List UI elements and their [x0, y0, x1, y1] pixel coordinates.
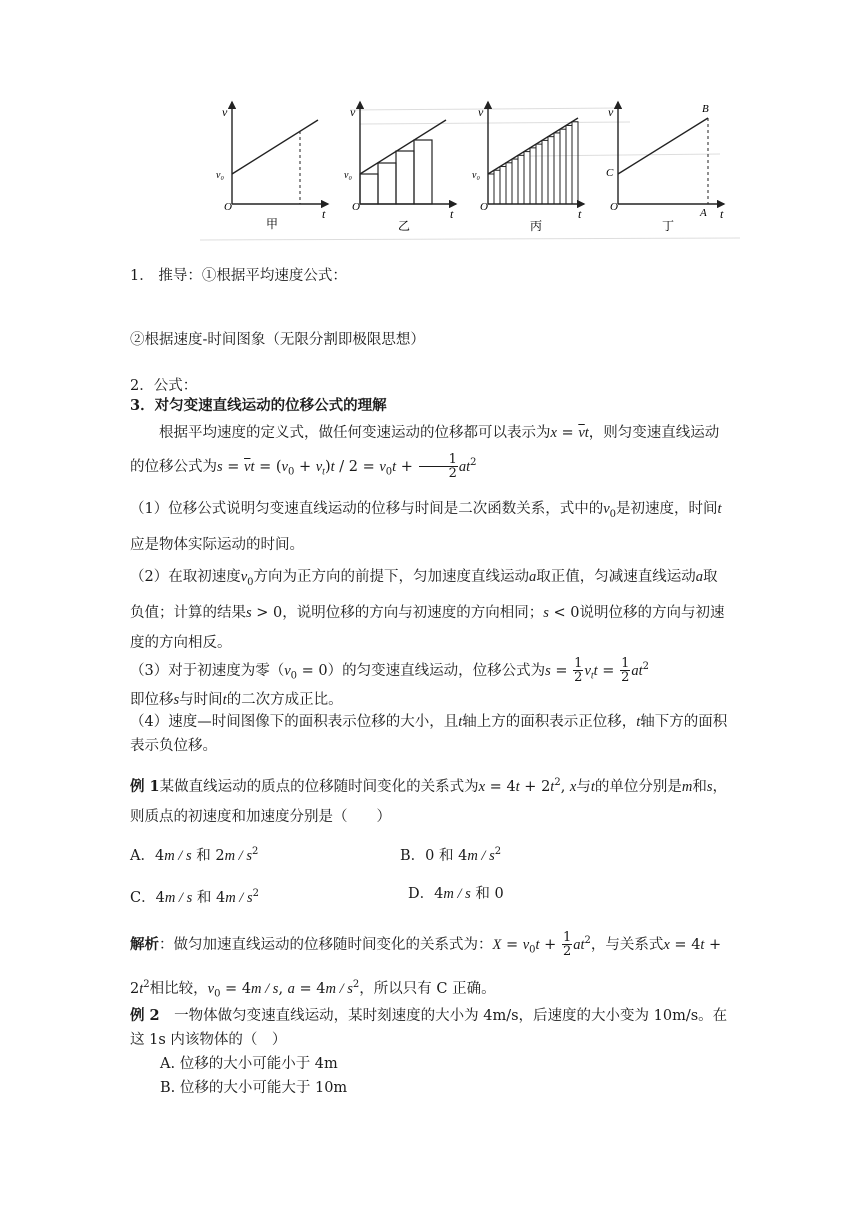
panel-bing-v-label: v [478, 105, 484, 119]
panel-jia-v-label: v [222, 105, 228, 119]
panel-jia-origin: O [224, 201, 232, 213]
section-3-point-3-cont: 即位移s与时间t的二次方成正比。 [130, 692, 343, 708]
section-3-point-1: （1）位移公式说明匀变速直线运动的位移与时间是二次函数关系，式中的$v_0$是初速度，时间t应是物体实际运动的时间。 [130, 501, 722, 553]
panel-bing-origin: O [480, 201, 488, 213]
panel-jia-v0-label: v₀ [216, 170, 224, 181]
analysis-label: 解析 [130, 935, 159, 953]
velocity-time-figure [200, 96, 740, 248]
avg-velocity-formula: x [550, 425, 557, 441]
panel-ding-point-c: C [606, 167, 614, 179]
example-2-text: 一物体做匀变速直线运动，某时刻速度的大小为 4m/s，后速度的大小变为 10m/s。在这 1s 内该物体的（ ） [130, 1008, 728, 1048]
example-2-option-a[interactable]: A. 位移的大小可能小于 4m [160, 1056, 338, 1072]
panel-jia-caption: 甲 [266, 217, 279, 231]
derivation-item-2: 2．公式： [130, 378, 198, 394]
panel-yi-origin: O [352, 201, 360, 213]
vt-graphs-svg [200, 96, 740, 248]
section-3-title: 3．对匀变速直线运动的位移公式的理解 [130, 397, 387, 414]
example-1: 例 1某做直线运动的质点的位移随时间变化的关系式为$x = 4t + 2t^2$, x与t的单位分别是m和s，则质点的初速度和加速度分别是（ ） [130, 777, 728, 825]
derivation-item-1b: ②根据速度-时间图象（无限分割即极限思想） [130, 332, 425, 348]
intro-text-a: 根据平均速度的定义式，做任何变速运动的位移都可以表示为 [159, 425, 551, 441]
panel-ding-v-label: v [608, 105, 614, 119]
panel-ding-origin: O [610, 201, 618, 213]
section-3-point-4: （4）速度—时间图像下的面积表示位移的大小，且t轴上方的面积表示正位移，t轴下方的面积表示负位移。 [130, 714, 728, 754]
panel-ding-caption: 丁 [662, 219, 675, 233]
panel-yi-caption: 乙 [398, 219, 411, 233]
example-1-label: 例 1 [130, 777, 160, 795]
example-1-option-a[interactable]: A．4m / s 和 $2m / s^2$ [130, 846, 259, 864]
derivation-item-1: 1． 推导：①根据平均速度公式： [130, 268, 347, 284]
example-1-option-b[interactable]: B．0 和 $4m / s^2$ [400, 846, 502, 864]
example-1-option-c[interactable]: C．4m / s 和 $4m / s^2$ [130, 888, 259, 906]
intro-text-b: ，则匀变速直线运动的位移公式为 [130, 425, 720, 475]
panel-bing-v0-label: v₀ [472, 170, 480, 181]
panel-yi-t-label: t [450, 207, 454, 221]
section-3-intro: 根据平均速度的定义式，做任何变速运动的位移都可以表示为$x = \overline{v}t$，则匀变速直线运动的位移公式为$s = \overline{v}t = (v_0 + v_t)t / 2 = v_0t$ + $\frac{1}{2}$ $at^2$ [130, 425, 720, 482]
panel-ding-t-label: t [720, 207, 724, 221]
section-3-point-3: （3）对于初速度为零$(v_0 = 0)$的匀变速直线运动，位移公式为s = $\frac{1}{2}$ $v_tt$ = $\frac{1}{2}$ $at^2$ [130, 656, 650, 686]
panel-ding-point-a: A [700, 207, 707, 219]
example-1-analysis: 解析：做匀加速直线运动的位移随时间变化的关系式为：$X = v_0t$ + $\frac{1}{2}$ $at^2$，与关系式$x = 4t + 2t^2$相比较，$v_0 = 4m / s$, $a = 4m / s^2$，所以只有 C 正确。 [130, 930, 722, 1000]
panel-ding-point-b: B [702, 103, 709, 115]
panel-yi-v-label: v [350, 105, 356, 119]
panel-bing-caption: 丙 [530, 219, 543, 233]
panel-jia-t-label: t [322, 207, 326, 221]
panel-bing-t-label: t [578, 207, 582, 221]
example-2-label: 例 2 [130, 1007, 160, 1024]
panel-yi-v0-label: v₀ [344, 170, 352, 181]
example-2 [130, 1004, 730, 1052]
section-3-point-2: （2）在取初速度$v_0$方向为正方向的前提下，匀加速度直线运动a取正值，匀减速直线运动a取负值；计算的结果s > 0，说明位移的方向与初速度的方向相同；s < 0说明位移的方向与初速度的方向相反。 [130, 569, 725, 651]
example-1-option-d[interactable]: D．4m / s 和 0 [408, 886, 504, 902]
example-2-option-b[interactable]: B. 位移的大小可能大于 10m [160, 1080, 348, 1096]
